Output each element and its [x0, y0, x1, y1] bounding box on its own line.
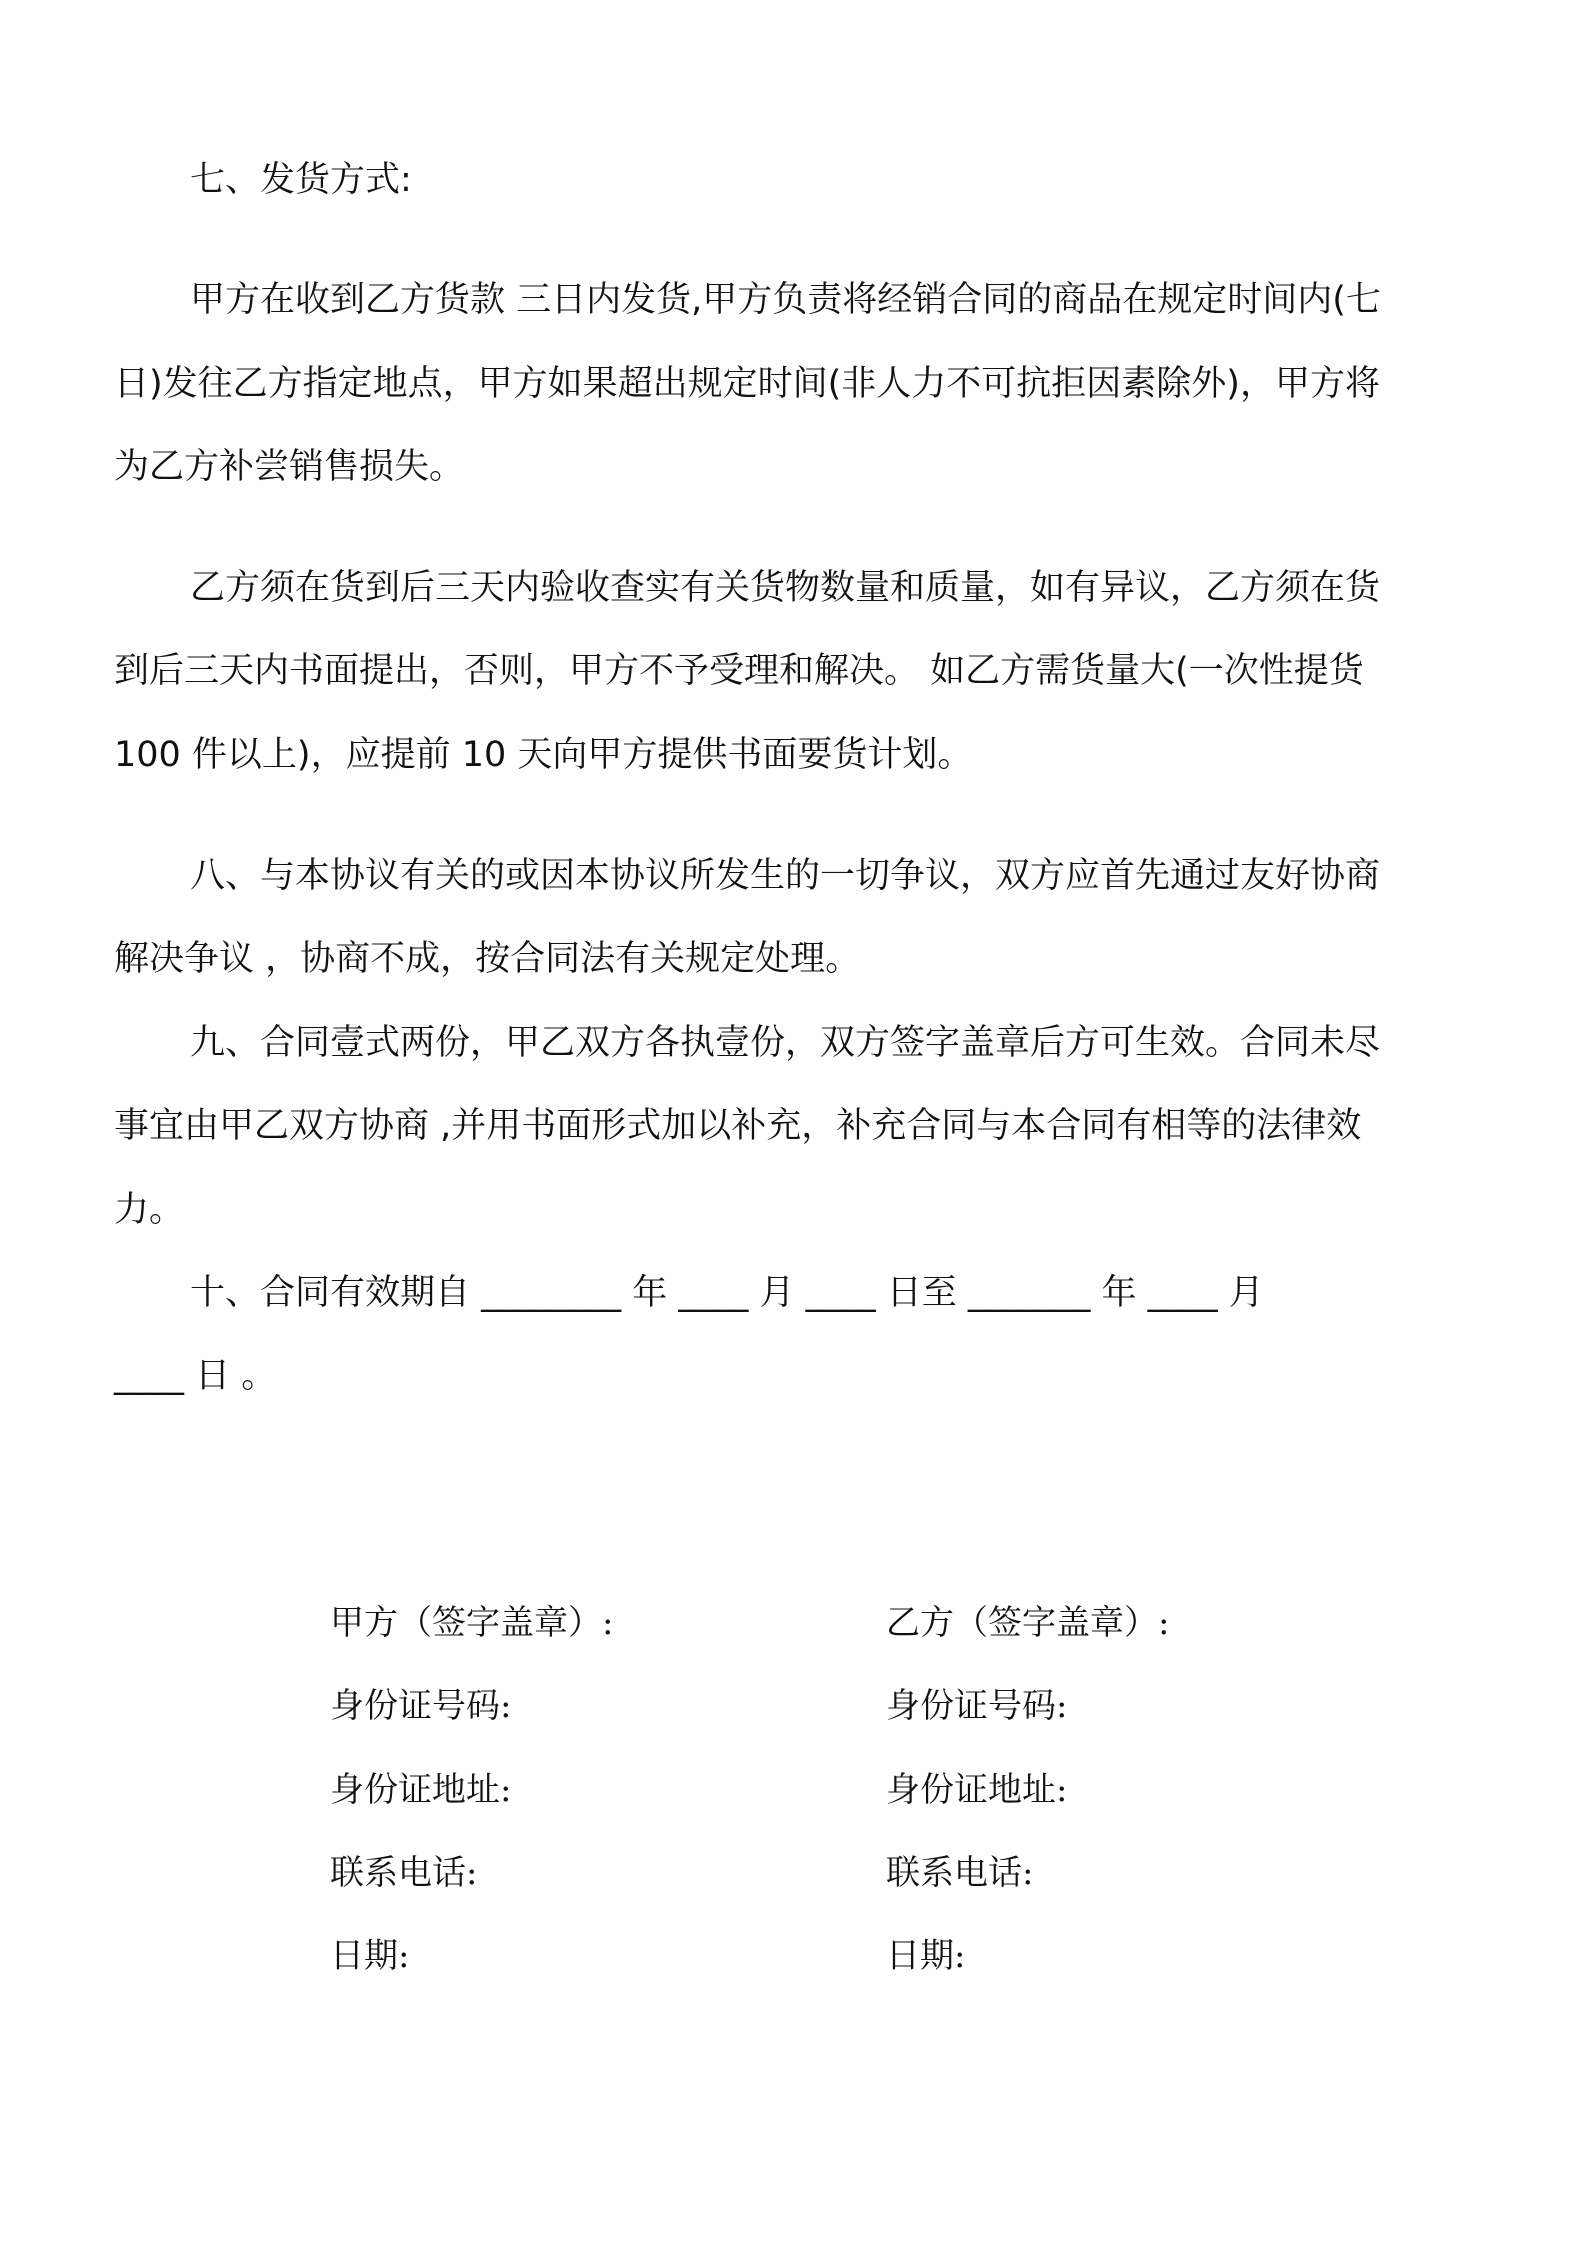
- party-a-signature-label: 甲方（签字盖章）:: [330, 1603, 614, 1643]
- section-8-line-2: 解决争议 ，协商不成，按合同法有关规定处理。: [114, 939, 861, 979]
- section-9-line-1: 九、合同壹式两份，甲乙双方各执壹份，双方签字盖章后方可生效。合同未尽: [190, 1023, 1381, 1063]
- party-b-signature-label: 乙方（签字盖章）:: [886, 1603, 1170, 1643]
- section-7-heading: 七、发货方式:: [190, 160, 412, 200]
- section-7-paragraph-2-line-2: 到后三天内书面提出，否则，甲方不予受理和解决。 如乙方需货量大(一次性提货: [114, 651, 1364, 691]
- section-7-paragraph-1-line-1: 甲方在收到乙方货款 三日内发货,甲方负责将经销合同的商品在规定时间内(七: [190, 280, 1381, 320]
- party-b-phone-label: 联系电话:: [886, 1853, 1034, 1893]
- party-a-date-label: 日期:: [330, 1936, 410, 1976]
- section-8-line-1: 八、与本协议有关的或因本协议所发生的一切争议，双方应首先通过友好协商: [190, 856, 1381, 896]
- section-10-line-2: ____ 日 。: [114, 1356, 277, 1396]
- section-7-paragraph-1-line-3: 为乙方补尝销售损失。: [114, 447, 465, 487]
- section-7-paragraph-2-line-1: 乙方须在货到后三天内验收查实有关货物数量和质量，如有异议，乙方须在货: [190, 568, 1381, 608]
- party-a-phone-label: 联系电话:: [330, 1853, 478, 1893]
- section-7-paragraph-1-line-2: 日)发往乙方指定地点，甲方如果超出规定时间(非人力不可抗拒因素除外)，甲方将: [114, 364, 1380, 404]
- section-10-line-1: 十、合同有效期自 ________ 年 ____ 月 ____ 日至 _______ 年 ____ 月: [190, 1273, 1264, 1313]
- party-b-id-number-label: 身份证号码:: [886, 1686, 1068, 1726]
- section-7-paragraph-2-line-3: 100 件以上)，应提前 10 天向甲方提供书面要货计划。: [114, 735, 973, 775]
- section-9-line-3: 力。: [114, 1190, 185, 1230]
- party-a-id-number-label: 身份证号码:: [330, 1686, 512, 1726]
- party-a-id-address-label: 身份证地址:: [330, 1770, 512, 1810]
- party-b-date-label: 日期:: [886, 1936, 966, 1976]
- party-b-id-address-label: 身份证地址:: [886, 1770, 1068, 1810]
- section-9-line-2: 事宜由甲乙双方协商 ,并用书面形式加以补充，补充合同与本合同有相等的法律效: [114, 1106, 1362, 1146]
